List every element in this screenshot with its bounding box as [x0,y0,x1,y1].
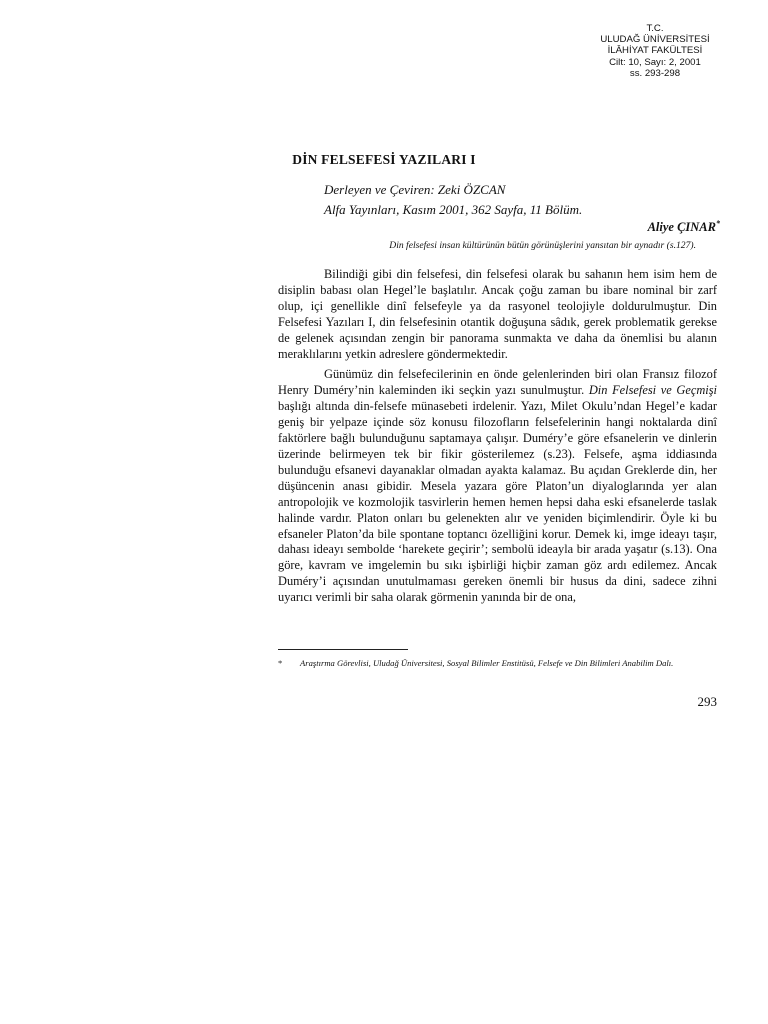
body-paragraph-2-text-a: Günümüz din felsefecilerinin en önde gelenlerinden biri olan Fransız filozof Henry Duméry’nin kaleminden iki seçkin yazı sunulmuştur. [278,367,717,398]
body-paragraph-2-italic-title: Din Felsefesi ve Geçmişi [588,383,717,398]
body-paragraph-1-text: Bilindiği gibi din felsefesi, din felsefesi olarak bu sahanın hem isim hem de disiplin babası olan Hegel’le başlatılır. Ancak çoğu zaman bu ibare nominal bir zarf olup, içi genellikle dinî felsefeyle ya da rasyonel teolojiyle doldurulmuştur. Din Felsefesi Yazıları I, din felsefesinin otantik doğuşuna sâdık, gerek problematik gerekse de gelenek açısından zengin bir panorama sunmakta ve daha da önemlisi bu alanın meraklılarını yetkin adreslere göndermektedir. [278,267,717,361]
header-line-pages: ss. 293-298 [629,67,681,79]
footnote [278,658,718,670]
body-paragraph-1 [278,267,717,362]
footnote-text: Araştırma Görevlisi, Uludağ Üniversitesi, Sosyal Bilimler Enstitüsü, Felsefe ve Din Bilimleri Anabilim Dalı. [300,658,674,668]
header-line-country: T.C. [646,23,664,34]
footnote-divider [278,649,408,650]
journal-header [560,23,750,79]
article-body [278,267,717,606]
header-line-university: ULUDAĞ ÜNİVERSİTESİ [600,34,710,46]
body-paragraph-2-text-b: başlığı altında din-felsefe münasebeti irdelenir. Yazı, Milet Okulu’ndan Hegel’e kadar geniş bir yelpaze içinde söz konusu filozofların felsefelerinin hangi noktalarda dinî faktörlere bağlı bulunduğunu saptamaya çalışır. Duméry’e göre efsanelerin ve dinlerin üzerinde belirmeyen tek bir fikir gösterilemez (s.23). Felsefe, aşma iddiasında bulunduğu efsanevi dayanaklar olmadan ayakta kalamaz. Bu açıdan Greklerde din, her düşüncenin anası gibidir. Mesela yazara göre Platon’un diyaloglarında yer alan antropolojik ve kozmolojik tasvirlerin hemen hemen hepsi daha eski efsanelerde taslak halinde vardır. Platon onları bu gelenekten alır ve yeniden biçimlendirir. Öyle ki bu efsaneler Platon’da bile spontane toptancı özelliğini korur. Demek ki, imge ideayı taşır, dahası ideayı sembolde ‘harekete geçirir’; sembolü ideayla bir arada yaşatır (s.13). Ona göre, kavram ve imgelemin bu sıkı işbirliği hiçbir zaman göz ardı edilemez. Ancak Duméry’i açısından unutulmaması gereken önemli bir husus da dini, sadece zihni uyarıcı verimli bir saha olarak görmenin yanında bir de ona, [278,399,717,605]
epigraph: Din felsefesi insan kültürünün bütün görünüşlerini yansıtan bir aynadır (s.127). [389,240,696,251]
author-name: Aliye ÇINAR [647,220,716,234]
page-number: 293 [697,694,717,709]
footnote-mark: * [278,658,283,668]
header-line-faculty: İLÂHİYAT FAKÜLTESİ [607,45,703,57]
author-byline [648,219,720,235]
header-line-volume: Cilt: 10, Sayı: 2, 2001 [609,56,701,68]
publisher-line: Alfa Yayınları, Kasım 2001, 362 Sayfa, 11 Bölüm. [324,202,583,217]
page-title: DİN FELSEFESİ YAZILARI I [292,152,476,167]
body-paragraph-2 [278,367,717,606]
editor-line: Derleyen ve Çeviren: Zeki ÖZCAN [324,182,506,197]
author-footnote-mark: * [716,219,720,228]
